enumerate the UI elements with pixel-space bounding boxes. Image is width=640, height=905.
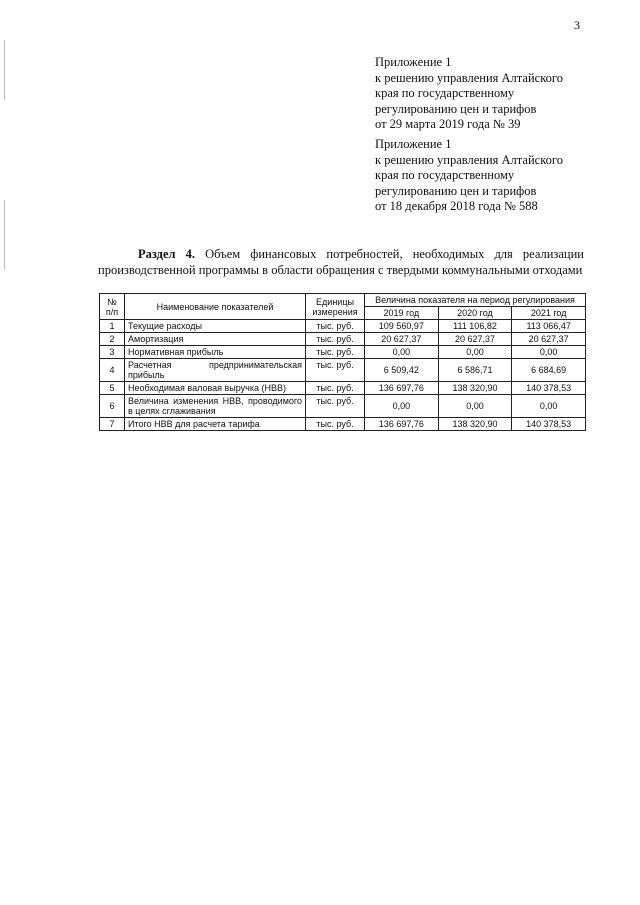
table-row	[100, 320, 586, 333]
header-num: № п/п	[100, 294, 125, 320]
appendix-line: от 29 марта 2019 года № 39	[375, 117, 521, 131]
header-name: Наименование показателей	[125, 294, 306, 320]
table-row	[100, 333, 586, 346]
appendix-line: края по государственному	[375, 168, 515, 182]
row-num: 2	[100, 333, 125, 346]
row-value-2019: 136 697,76	[365, 382, 439, 395]
row-unit: тыс. руб.	[306, 333, 365, 346]
row-value-2020: 138 320,90	[438, 418, 512, 431]
row-unit: тыс. руб.	[306, 359, 365, 382]
table-header-row	[100, 294, 586, 307]
scan-edge-mark	[4, 40, 5, 100]
row-value-2021: 6 684,69	[512, 359, 586, 382]
row-unit: тыс. руб.	[306, 395, 365, 418]
financial-needs-table	[99, 293, 586, 431]
header-year-2020: 2020 год	[438, 307, 512, 320]
row-value-2020: 6 586,71	[438, 359, 512, 382]
appendix-line: регулированию цен и тарифов	[375, 183, 537, 198]
row-value-2020: 138 320,90	[438, 382, 512, 395]
row-num: 7	[100, 418, 125, 431]
row-num: 4	[100, 359, 125, 382]
table-row	[100, 395, 586, 418]
row-num: 6	[100, 395, 125, 418]
header-period: Величина показателя на период регулирования	[365, 294, 586, 307]
row-num: 5	[100, 382, 125, 395]
row-name: Расчетная предпринимательская прибыль	[125, 359, 306, 382]
row-name: Текущие расходы	[125, 320, 306, 333]
section-heading	[98, 246, 584, 278]
appendix-line: Приложение 1	[375, 137, 452, 151]
row-value-2019: 0,00	[365, 346, 439, 359]
appendix-line: регулированию цен и тарифов	[375, 101, 537, 116]
row-value-2019: 20 627,37	[365, 333, 439, 346]
appendix-line: края по государственному	[375, 86, 515, 100]
row-value-2020: 20 627,37	[438, 333, 512, 346]
row-value-2020: 0,00	[438, 346, 512, 359]
header-year-2021: 2021 год	[512, 307, 586, 320]
row-unit: тыс. руб.	[306, 320, 365, 333]
row-name: Необходимая валовая выручка (НВВ)	[125, 382, 306, 395]
row-value-2021: 0,00	[512, 395, 586, 418]
row-unit: тыс. руб.	[306, 418, 365, 431]
appendix-line: к решению управления Алтайского	[375, 152, 563, 167]
appendix-line: к решению управления Алтайского	[375, 70, 563, 85]
row-value-2021: 140 378,53	[512, 382, 586, 395]
header-year-2019: 2019 год	[365, 307, 439, 320]
appendix-line: от 18 декабря 2018 года № 588	[375, 199, 538, 213]
section-text: Объем финансовых потребностей, необходимых для реализации производственной программы в области обращения с твердыми коммунальными отходами	[98, 247, 584, 277]
row-value-2021: 0,00	[512, 346, 586, 359]
appendix-block-2	[375, 137, 563, 215]
row-value-2021: 113 066,47	[512, 320, 586, 333]
section-label: Раздел 4.	[138, 247, 196, 261]
appendix-block-1	[375, 55, 563, 133]
row-value-2020: 111 106,82	[438, 320, 512, 333]
table-row	[100, 382, 586, 395]
table-row	[100, 359, 586, 382]
page-number: 3	[574, 18, 580, 32]
row-num: 1	[100, 320, 125, 333]
row-unit: тыс. руб.	[306, 346, 365, 359]
row-value-2019: 109 560,97	[365, 320, 439, 333]
row-name: Величина изменения НВВ, проводимого в целях сглаживания	[125, 395, 306, 418]
row-num: 3	[100, 346, 125, 359]
row-value-2021: 20 627,37	[512, 333, 586, 346]
row-unit: тыс. руб.	[306, 382, 365, 395]
row-value-2019: 136 697,76	[365, 418, 439, 431]
scan-edge-mark	[4, 200, 5, 270]
table-row	[100, 418, 586, 431]
header-unit: Единицы измерения	[306, 294, 365, 320]
row-name: Амортизация	[125, 333, 306, 346]
appendix-line: Приложение 1	[375, 55, 452, 69]
table-row	[100, 346, 586, 359]
row-value-2020: 0,00	[438, 395, 512, 418]
row-name: Итого НВВ для расчета тарифа	[125, 418, 306, 431]
row-value-2019: 6 509,42	[365, 359, 439, 382]
row-value-2019: 0,00	[365, 395, 439, 418]
row-value-2021: 140 378,53	[512, 418, 586, 431]
row-name: Нормативная прибыль	[125, 346, 306, 359]
